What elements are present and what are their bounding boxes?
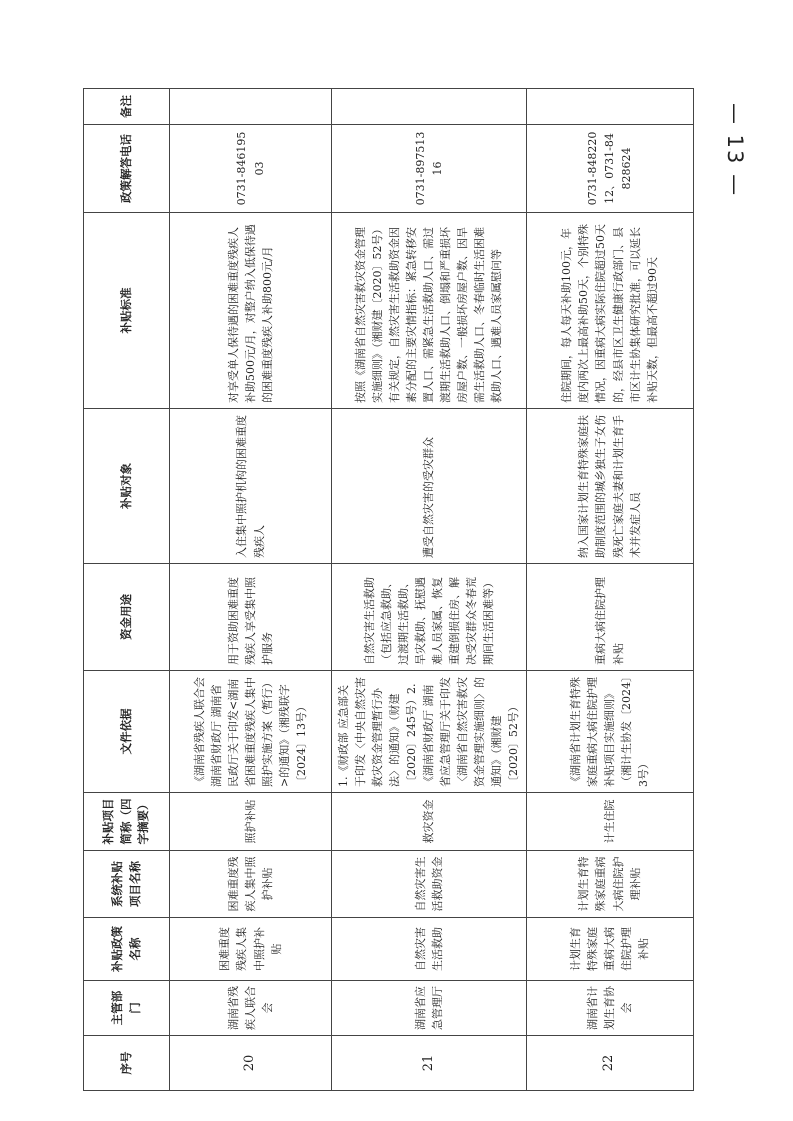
cell-seq: 20: [170, 1036, 332, 1091]
cell-use: 自然灾害生活救助（包括应急救助、过渡期生活救助、旱灾救助、抚慰遇难人员家属、恢复重建倒损住房、解决受灾群众冬春荒期间生活困难等）: [332, 564, 527, 671]
cell-use: 重病大病住院护理补贴: [526, 564, 693, 671]
table-header-row: [84, 89, 170, 1091]
header-dept: 主管部门: [84, 981, 170, 1036]
cell-basis: 《湖南省残疾人联合会 湖南省财政厅 湖南省民政厅关于印发<湖南省困难重度残疾人集中照护实施方案（暂行）>的通知》（湘残联字〔2024〕13号）: [170, 671, 332, 793]
cell-dept: 湖南省应急管理厅: [332, 981, 527, 1036]
cell-basis: 1.《财政部 应急部关于印发〈中央自然灾害救灾资金管理暂行办法〉的通知》（财建〔2020〕245号）2.《湖南省财政厅 湖南省应急管理厅关于印发〈湖南省自然灾害救灾资金管理实施细则〉的通知》（湘财建〔2020〕52号）: [332, 671, 527, 793]
cell-standard: 对享受单人保待遇的困难重度残疾人补助500元/月，对整户纳入低保待遇的困难重度残疾人补助800元/月: [170, 213, 332, 409]
cell-policy: 困难重度残疾人集中照护补贴: [170, 918, 332, 981]
cell-short: 救灾资金: [332, 793, 527, 851]
cell-system: 困难重度残疾人集中照护补贴: [170, 851, 332, 918]
header-basis: 文件依据: [84, 671, 170, 793]
header-short: 补贴项目简称（四字摘要）: [84, 793, 170, 851]
cell-seq: 22: [526, 1036, 693, 1091]
cell-seq: 21: [332, 1036, 527, 1091]
cell-system: 自然灾害生活救助资金: [332, 851, 527, 918]
table-row: [526, 89, 693, 1091]
cell-target: 入住集中照护机构的困难重度残疾人: [170, 409, 332, 564]
cell-target: 遭受自然灾害的受灾群众: [332, 409, 527, 564]
cell-use: 用于资助困难重度残疾人享受集中照护服务: [170, 564, 332, 671]
cell-note: [526, 89, 693, 125]
cell-standard: 按照《湖南省自然灾害救灾资金管理实施细则》（湘财建〔2020〕52号）有关规定，自然灾害生活救助资金因素分配的主要灾情指标：紧急转移安置人口、需紧急生活救助人口、需过渡期生活救助人口、倒塌和严重损坏房屋户数、一般损坏房屋户数、因旱需生活救助人口、冬春临时生活困难救助人口、遇难人员家属慰问等: [332, 213, 527, 409]
header-standard: 补贴标准: [84, 213, 170, 409]
table-row: [332, 89, 527, 1091]
cell-basis: 《湖南省计划生育特殊家庭重病大病住院护理补贴项目实施细则》（湘计生协发〔2024〕3号）: [526, 671, 693, 793]
cell-note: [332, 89, 527, 125]
header-system: 系统补贴项目名称: [84, 851, 170, 918]
cell-dept: 湖南省计划生育协会: [526, 981, 693, 1036]
header-policy: 补贴政策名称: [84, 918, 170, 981]
cell-system: 计划生育特殊家庭重病大病住院护理补贴: [526, 851, 693, 918]
header-note: 备注: [84, 89, 170, 125]
cell-policy: 计划生育特殊家庭重病大病住院护理补贴: [526, 918, 693, 981]
cell-dept: 湖南省残疾人联合会: [170, 981, 332, 1036]
header-target: 补贴对象: [84, 409, 170, 564]
cell-phone: 0731-84822012、0731-84828624: [526, 125, 693, 213]
page-number: — 13 —: [723, 102, 747, 198]
cell-standard: 住院期间，每人每天补助100元，年度内两次上最高补助50天，个别特殊情况，因重病大病实际住院超过50天的，经县市区卫生健康行政部门、县市区计生协集体研究批准，可以延长补贴天数，但最高不超过90天: [526, 213, 693, 409]
cell-note: [170, 89, 332, 125]
cell-policy: 自然灾害生活救助: [332, 918, 527, 981]
table-row: [170, 89, 332, 1091]
subsidy-table: [83, 88, 694, 1091]
header-seq: 序号: [84, 1036, 170, 1091]
cell-phone: 0731-84619503: [170, 125, 332, 213]
subsidy-table-wrapper: [83, 89, 684, 1091]
cell-short: 照护补贴: [170, 793, 332, 851]
header-phone: 政策解答电话: [84, 125, 170, 213]
cell-short: 计生住院: [526, 793, 693, 851]
cell-phone: 0731-89751316: [332, 125, 527, 213]
cell-target: 纳入国家计划生育特殊家庭扶助制度范围的城乡独生子女伤残死亡家庭夫妻和计划生育手术并发症人员: [526, 409, 693, 564]
header-use: 资金用途: [84, 564, 170, 671]
